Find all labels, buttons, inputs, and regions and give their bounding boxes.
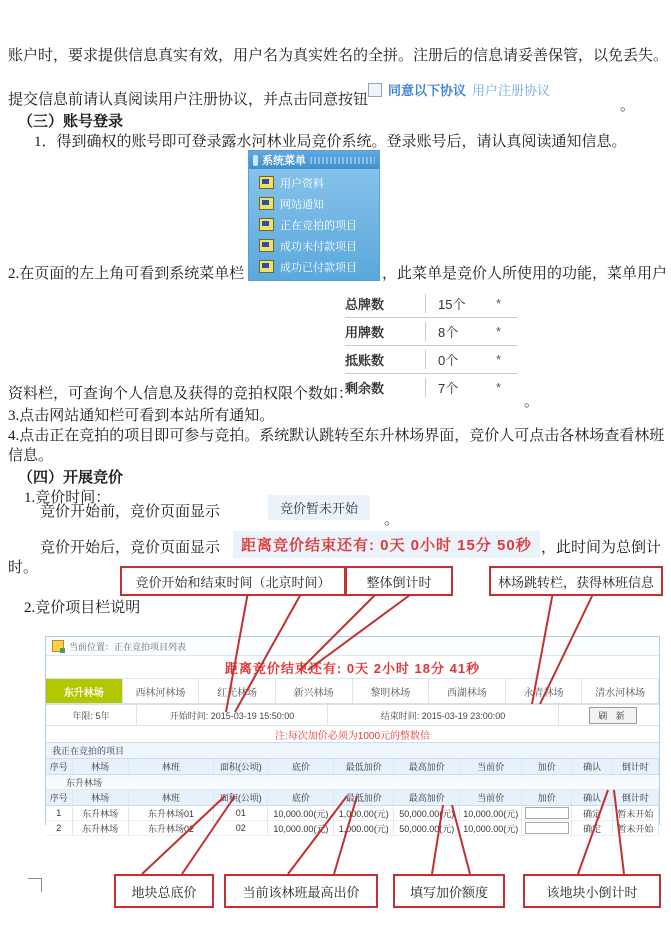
cell-no: 2 bbox=[46, 821, 73, 835]
my-auction-section-title: 我正在竞拍的项目 bbox=[46, 742, 659, 759]
required-star: * bbox=[496, 380, 502, 395]
item-4-line2: 信息。 bbox=[8, 448, 54, 464]
breadcrumb: 当前位置：正在竞拍项目列表 bbox=[69, 641, 187, 652]
after-start-suffix: ，此时间为总倒计 bbox=[541, 540, 662, 556]
callout-block-countdown: 该地块小倒计时 bbox=[523, 874, 661, 908]
cell-block: 东升林场01 bbox=[129, 806, 215, 820]
col-current-price: 当前价 bbox=[460, 759, 522, 774]
heading-login: （三）账号登录 bbox=[18, 114, 124, 130]
menu-item-label: 网站通知 bbox=[280, 198, 324, 211]
countdown-inline-badge: 距离竞价结束还有: 0天 0小时 15分 50秒 bbox=[233, 531, 540, 558]
menu-item-active-auctions[interactable] bbox=[249, 214, 379, 235]
quota-value: 8个 bbox=[425, 322, 496, 341]
quota-label: 用牌数 bbox=[345, 325, 385, 340]
auction-screenshot bbox=[45, 636, 660, 834]
quota-value: 0个 bbox=[425, 350, 496, 369]
bid-time-label: 1.竞价时间： bbox=[24, 490, 111, 506]
system-menu-panel bbox=[248, 150, 380, 281]
col-current-price: 当前价 bbox=[460, 790, 522, 805]
menu-item-won-paid[interactable] bbox=[249, 256, 379, 277]
monitor-icon bbox=[259, 197, 274, 210]
tab-dongsheng[interactable]: 东升林场 bbox=[46, 679, 123, 703]
required-star: * bbox=[496, 324, 502, 339]
paragraph-submit-prefix: 提交信息前请认真阅读用户注册协议，并点击同意按钮 bbox=[8, 92, 369, 108]
period-1: 。 bbox=[620, 98, 636, 114]
item-2-desc: 2.竞价项目栏说明 bbox=[24, 600, 141, 616]
table-header-row bbox=[46, 759, 659, 775]
col-farm: 林场 bbox=[73, 759, 129, 774]
menu-pill-icon bbox=[253, 155, 258, 166]
callout-base-price: 地块总底价 bbox=[114, 874, 214, 908]
menu-paragraph-suffix: ，此菜单是竞价人所使用的功能，菜单用户 bbox=[382, 266, 668, 282]
col-min-increment: 最低加价 bbox=[334, 790, 394, 805]
quota-value: 7个 bbox=[425, 378, 496, 397]
system-menu-header bbox=[249, 151, 379, 169]
location-icon bbox=[52, 640, 64, 652]
quota-row-offset bbox=[345, 345, 517, 373]
year-limit: 年限: 5年 bbox=[46, 705, 137, 725]
tab-xilinhe[interactable]: 西林河林场 bbox=[123, 679, 200, 703]
menu-item-label: 成功已付款项目 bbox=[280, 261, 357, 274]
menu-paragraph-prefix: 2.在页面的左上角可看到系统菜单栏 bbox=[8, 266, 245, 282]
bid-increase-input[interactable] bbox=[525, 822, 569, 834]
col-farm: 林场 bbox=[73, 790, 129, 805]
callout-start-end-time: 竞价开始和结束时间（北京时间） bbox=[120, 566, 346, 596]
col-no: 序号 bbox=[46, 759, 73, 774]
table-row bbox=[46, 821, 659, 836]
cell-max-increment: 50,000.00(元) bbox=[394, 821, 460, 835]
callout-fill-increment: 填写加价额度 bbox=[393, 874, 505, 908]
increment-note: 注:每次加价必须为1000元的整数倍 bbox=[274, 730, 431, 742]
col-countdown: 倒计时 bbox=[613, 790, 659, 805]
col-countdown: 倒计时 bbox=[613, 759, 659, 774]
cell-min-increment: 1,000.00(元) bbox=[334, 821, 394, 835]
farm-tab-bar bbox=[46, 678, 659, 705]
agree-checkbox[interactable] bbox=[368, 83, 382, 97]
callout-highest-bid: 当前该林班最高出价 bbox=[224, 874, 378, 908]
margin-mark-left bbox=[28, 878, 42, 892]
agree-checkbox-label[interactable]: 同意以下协议 bbox=[388, 83, 467, 98]
profile-paragraph: 资料栏，可查询个人信息及获得的竞拍权限个数如： bbox=[8, 386, 354, 402]
before-start-prefix: 竞价开始前，竞价页面显示 bbox=[40, 504, 221, 520]
end-time: 结束时间: 2015-03-19 23:00:00 bbox=[328, 705, 559, 725]
period-3: 。 bbox=[384, 512, 400, 528]
quota-row-remaining bbox=[345, 373, 517, 401]
col-area: 面积(公顷) bbox=[214, 759, 268, 774]
item-4-line1: 4.点击正在竞拍的项目即可参与竞拍。系统默认跳转至东升林场界面，竞价人可点击各林场查看林班 bbox=[8, 428, 665, 444]
cell-min-increment: 1,000.00(元) bbox=[334, 806, 394, 820]
quota-row-total bbox=[345, 290, 517, 317]
tab-yongqing[interactable]: 永青林场 bbox=[506, 679, 583, 703]
quota-table bbox=[345, 290, 517, 401]
period-2: 。 bbox=[524, 394, 540, 410]
col-block: 林班 bbox=[129, 790, 215, 805]
cell-no: 1 bbox=[46, 806, 73, 820]
col-max-increment: 最高加价 bbox=[394, 759, 460, 774]
cell-area: 01 bbox=[214, 806, 268, 820]
login-item-1: 1．得到确权的账号即可登录露水河林业局竞价系统。登录账号后，请认真阅读通知信息。 bbox=[34, 134, 627, 150]
menu-item-site-notice[interactable] bbox=[249, 193, 379, 214]
col-base-price: 底价 bbox=[268, 790, 334, 805]
cell-increase bbox=[522, 806, 572, 820]
tab-hongguang[interactable]: 红光林场 bbox=[199, 679, 276, 703]
col-increase: 加价 bbox=[522, 790, 572, 805]
auction-info-row bbox=[46, 705, 659, 726]
after-start-suffix2: 时。 bbox=[8, 560, 39, 576]
monitor-icon bbox=[259, 176, 274, 189]
col-area: 面积(公顷) bbox=[214, 790, 268, 805]
tab-liming[interactable]: 黎明林场 bbox=[353, 679, 430, 703]
col-no: 序号 bbox=[46, 790, 73, 805]
cell-current-price: 10,000.00(元) bbox=[460, 806, 522, 820]
col-confirm: 确认 bbox=[572, 759, 612, 774]
required-star: * bbox=[496, 296, 502, 311]
table-header-row-2 bbox=[46, 790, 659, 806]
col-increase: 加价 bbox=[522, 759, 572, 774]
start-time: 开始时间: 2015-03-19 15:50:00 bbox=[137, 705, 328, 725]
col-max-increment: 最高加价 bbox=[394, 790, 460, 805]
tab-qingshuihe[interactable]: 清水河林场 bbox=[582, 679, 659, 703]
cell-increase bbox=[522, 821, 572, 835]
col-min-increment: 最低加价 bbox=[334, 759, 394, 774]
cell-max-increment: 50,000.00(元) bbox=[394, 806, 460, 820]
cell-base-price: 10,000.00(元) bbox=[268, 821, 334, 835]
cell-current-price: 10,000.00(元) bbox=[460, 821, 522, 835]
tab-xinxing[interactable]: 新兴林场 bbox=[276, 679, 353, 703]
agree-widget bbox=[368, 80, 550, 99]
quota-label: 总牌数 bbox=[345, 297, 385, 312]
table-row bbox=[46, 806, 659, 821]
col-block: 林班 bbox=[129, 759, 215, 774]
callout-farm-tabs: 林场跳转栏，获得林班信息 bbox=[489, 566, 663, 596]
breadcrumb-bar bbox=[46, 637, 659, 656]
refresh-button[interactable]: 刷 新 bbox=[589, 707, 637, 724]
monitor-icon bbox=[259, 218, 274, 231]
menu-item-user-profile[interactable] bbox=[249, 172, 379, 193]
confirm-button[interactable]: 确定 bbox=[572, 806, 612, 820]
heading-bidding: （四）开展竞价 bbox=[18, 470, 124, 486]
col-base-price: 底价 bbox=[268, 759, 334, 774]
group-row-dongsheng: 东升林场 bbox=[46, 775, 659, 790]
quota-label: 剩余数 bbox=[345, 381, 385, 396]
menu-dots-decoration bbox=[310, 157, 375, 164]
cell-farm: 东升林场 bbox=[73, 821, 129, 835]
confirm-button[interactable]: 确定 bbox=[572, 821, 612, 835]
menu-item-label: 用户资料 bbox=[280, 177, 324, 190]
auction-countdown: 距离竞价结束还有: 0天 2小时 18分 41秒 bbox=[224, 660, 481, 676]
quota-row-used bbox=[345, 317, 517, 345]
system-menu-title: 系统菜单 bbox=[262, 155, 306, 167]
after-start-prefix: 竞价开始后，竞价页面显示 bbox=[40, 540, 221, 556]
monitor-icon bbox=[259, 239, 274, 252]
cell-base-price: 10,000.00(元) bbox=[268, 806, 334, 820]
menu-item-won-unpaid[interactable] bbox=[249, 235, 379, 256]
quota-label: 抵账数 bbox=[345, 353, 385, 368]
paragraph-account: 账户时，要求提供信息真实有效，用户名为真实姓名的全拼。注册后的信息请妥善保管，以免丢失。 bbox=[8, 48, 669, 64]
cell-farm: 东升林场 bbox=[73, 806, 129, 820]
cell-area: 02 bbox=[214, 821, 268, 835]
required-star: * bbox=[496, 352, 502, 367]
callout-overall-countdown: 整体倒计时 bbox=[345, 566, 453, 596]
bid-increase-input[interactable] bbox=[525, 807, 569, 819]
menu-item-label: 成功未付款项目 bbox=[280, 240, 357, 253]
register-agreement-link[interactable]: 用户注册协议 bbox=[472, 83, 551, 98]
col-confirm: 确认 bbox=[572, 790, 612, 805]
not-started-badge: 竞价暂未开始 bbox=[268, 495, 370, 520]
cell-countdown: 暂未开始 bbox=[613, 821, 659, 835]
cell-countdown: 暂未开始 bbox=[613, 806, 659, 820]
item-3: 3.点击网站通知栏可看到本站所有通知。 bbox=[8, 408, 275, 424]
quota-value: 15个 bbox=[425, 294, 496, 313]
menu-item-label: 正在竞拍的项目 bbox=[280, 219, 357, 232]
monitor-icon bbox=[259, 260, 274, 273]
tab-xihu[interactable]: 西湖林场 bbox=[429, 679, 506, 703]
cell-block: 东升林场02 bbox=[129, 821, 215, 835]
